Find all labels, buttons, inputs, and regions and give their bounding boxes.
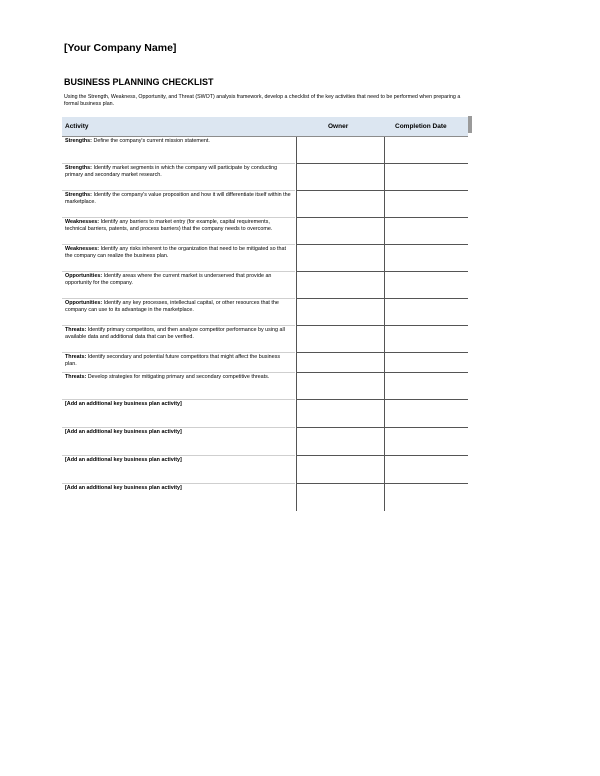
activity-label: Weaknesses:	[65, 219, 100, 225]
owner-cell[interactable]	[296, 326, 384, 353]
owner-cell[interactable]	[296, 191, 384, 218]
table-row	[62, 400, 468, 428]
table-row	[62, 353, 468, 373]
activity-cell[interactable]	[62, 400, 295, 428]
activity-label: Strengths:	[65, 165, 92, 171]
owner-cell[interactable]	[296, 484, 384, 511]
activity-text: Identify any key processes, intellectual capital, or other resources that the company can use to its advantage in the marketplace.	[65, 300, 279, 313]
activity-cell[interactable]	[62, 428, 295, 456]
table-header	[62, 117, 468, 137]
table-row	[62, 245, 468, 272]
document-title: BUSINESS PLANNING CHECKLIST	[64, 77, 214, 87]
activity-label: Opportunities:	[65, 300, 103, 306]
activity-text: Identify the company's value proposition and how it will differentiate itself within the marketplace.	[65, 192, 291, 205]
owner-cell[interactable]	[296, 218, 384, 245]
owner-cell[interactable]	[296, 428, 384, 456]
owner-cell[interactable]	[296, 456, 384, 484]
table-row	[62, 164, 468, 191]
completion-date-cell[interactable]	[384, 373, 468, 400]
activity-text: Identify any barriers to market entry (for example, capital requirements, technical barriers, patents, and process barriers) that the company needs to overcome.	[65, 219, 273, 232]
completion-date-cell[interactable]	[384, 326, 468, 353]
owner-cell[interactable]	[296, 272, 384, 299]
completion-date-cell[interactable]	[384, 428, 468, 456]
activity-cell[interactable]	[62, 484, 295, 511]
activity-cell[interactable]	[62, 218, 295, 245]
activity-label: Strengths:	[65, 138, 92, 144]
intro-text: Using the Strength, Weakness, Opportunity, and Threat (SWOT) analysis framework, develop a checklist of the key activities that need to be performed when preparing a formal business plan.	[64, 94, 461, 107]
activity-cell[interactable]	[62, 299, 295, 326]
activity-text: Identify market segments in which the company will participate by conducting primary and secondary market research.	[65, 165, 278, 178]
table-row	[62, 218, 468, 245]
add-activity-placeholder: [Add an additional key business plan activity]	[65, 485, 182, 491]
activity-label: Weaknesses:	[65, 246, 100, 252]
table-row	[62, 484, 468, 511]
owner-cell[interactable]	[296, 373, 384, 400]
activity-cell[interactable]	[62, 137, 295, 164]
completion-date-cell[interactable]	[384, 456, 468, 484]
table-row	[62, 299, 468, 326]
owner-cell[interactable]	[296, 400, 384, 428]
completion-date-cell[interactable]	[384, 218, 468, 245]
owner-cell[interactable]	[296, 137, 384, 164]
activity-text: Identify areas where the current market is underserved that provide an opportunity for the company.	[65, 273, 272, 286]
completion-date-cell[interactable]	[384, 484, 468, 511]
activity-cell[interactable]	[62, 326, 295, 353]
completion-date-cell[interactable]	[384, 245, 468, 272]
completion-date-cell[interactable]	[384, 164, 468, 191]
completion-date-cell[interactable]	[384, 272, 468, 299]
activity-cell[interactable]	[62, 456, 295, 484]
activity-cell[interactable]	[62, 191, 295, 218]
add-activity-placeholder: [Add an additional key business plan activity]	[65, 401, 182, 407]
activity-cell[interactable]	[62, 353, 295, 373]
table-row	[62, 456, 468, 484]
header-shadow	[468, 116, 472, 133]
activity-label: Threats:	[65, 327, 87, 333]
table-row	[62, 191, 468, 218]
table-row	[62, 272, 468, 299]
activity-label: Strengths:	[65, 192, 92, 198]
activity-text: Develop strategies for mitigating primary and secondary competitive threats.	[86, 374, 270, 380]
activity-cell[interactable]	[62, 164, 295, 191]
activity-cell[interactable]	[62, 245, 295, 272]
owner-cell[interactable]	[296, 245, 384, 272]
table-row	[62, 428, 468, 456]
checklist-table	[62, 137, 468, 511]
company-name: [Your Company Name]	[64, 42, 177, 54]
owner-cell[interactable]	[296, 353, 384, 373]
owner-cell[interactable]	[296, 299, 384, 326]
owner-cell[interactable]	[296, 164, 384, 191]
completion-date-cell[interactable]	[384, 137, 468, 164]
add-activity-placeholder: [Add an additional key business plan activity]	[65, 457, 182, 463]
activity-cell[interactable]	[62, 272, 295, 299]
add-activity-placeholder: [Add an additional key business plan activity]	[65, 429, 182, 435]
activity-cell[interactable]	[62, 373, 295, 400]
activity-label: Threats:	[65, 354, 87, 360]
activity-text: Define the company's current mission statement.	[91, 138, 210, 144]
completion-date-cell[interactable]	[384, 191, 468, 218]
completion-date-cell[interactable]	[384, 400, 468, 428]
table-row	[62, 326, 468, 353]
activity-text: Identify secondary and potential future competitors that might affect the business plan.	[65, 354, 281, 367]
activity-text: Identify primary competitors, and then analyze competitor performance by using all available data and additional data that can be verified.	[65, 327, 285, 340]
header-activity: Activity	[65, 123, 89, 130]
completion-date-cell[interactable]	[384, 353, 468, 373]
completion-date-cell[interactable]	[384, 299, 468, 326]
table-row	[62, 373, 468, 400]
activity-text: Identify any risks inherent to the organization that need to be mitigated so that the company can realize the business plan.	[65, 246, 287, 259]
header-owner: Owner	[328, 123, 349, 130]
activity-label: Threats:	[65, 374, 87, 380]
table-row	[62, 137, 468, 164]
activity-label: Opportunities:	[65, 273, 103, 279]
header-completion-date: Completion Date	[395, 123, 447, 130]
